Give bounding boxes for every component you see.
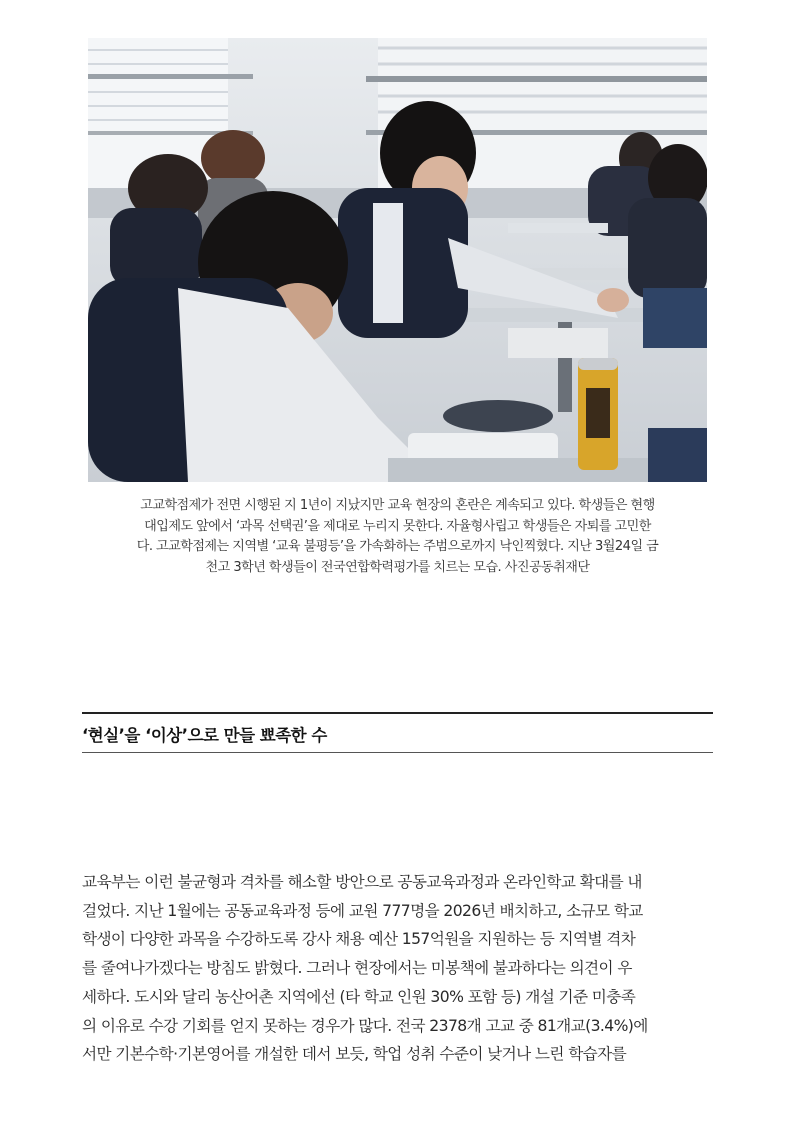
body-line: 의 이유로 수강 기회를 얻지 못하는 경우가 많다. 전국 2378개 고교 중 81개교(3.4%)에 <box>82 1016 648 1035</box>
caption-line: 고교학점제가 전면 시행된 지 1년이 지났지만 교육 현장의 혼란은 계속되고 있다. 학생들은 현행 <box>140 498 655 513</box>
caption-line: 다. 고교학점제는 지역별 ‘교육 불평등’을 가속화하는 주범으로까지 낙인찍혔다. 지난 3월24일 금 <box>136 539 659 554</box>
subhead-top-rule <box>82 712 713 714</box>
body-line: 걸었다. 지난 1월에는 공동교육과정 등에 교원 777명을 2026년 배치하고, 소규모 학교 <box>82 901 643 920</box>
photo-caption <box>90 496 705 578</box>
body-line: 교육부는 이런 불균형과 격차를 해소할 방안으로 공동교육과정과 온라인학교 확대를 내 <box>82 873 642 891</box>
body-line: 학생이 다양한 과목을 수강하도록 강사 채용 예산 157억원을 지원하는 등 지역별 격차 <box>82 930 636 949</box>
body-line: 세하다. 도시와 달리 농산어촌 지역에선 (타 학교 인원 30% 포함 등) 개설 기준 미충족 <box>82 987 636 1006</box>
body-line: 를 줄여나가겠다는 방침도 밝혔다. 그러나 현장에서는 미봉책에 불과하다는 의견이 우 <box>82 959 632 978</box>
article-photo <box>88 38 707 482</box>
subhead-bottom-rule <box>82 752 713 753</box>
body-line: 서만 기본수학·기본영어를 개설한 데서 보듯, 학업 성취 수준이 낮거나 느린 학습자를 <box>82 1045 627 1064</box>
section-subheading: ‘현실’을 ‘이상’으로 만들 뾰족한 수 <box>82 726 327 745</box>
caption-line: 대입제도 앞에서 ‘과목 선택권’을 제대로 누리지 못한다. 자율형사립고 학생들은 자퇴를 고민한 <box>144 518 651 534</box>
article-body-paragraph <box>82 868 714 1069</box>
caption-line: 천고 3학년 학생들이 전국연합학력평가를 치르는 모습. 사진공동취재단 <box>205 559 590 575</box>
